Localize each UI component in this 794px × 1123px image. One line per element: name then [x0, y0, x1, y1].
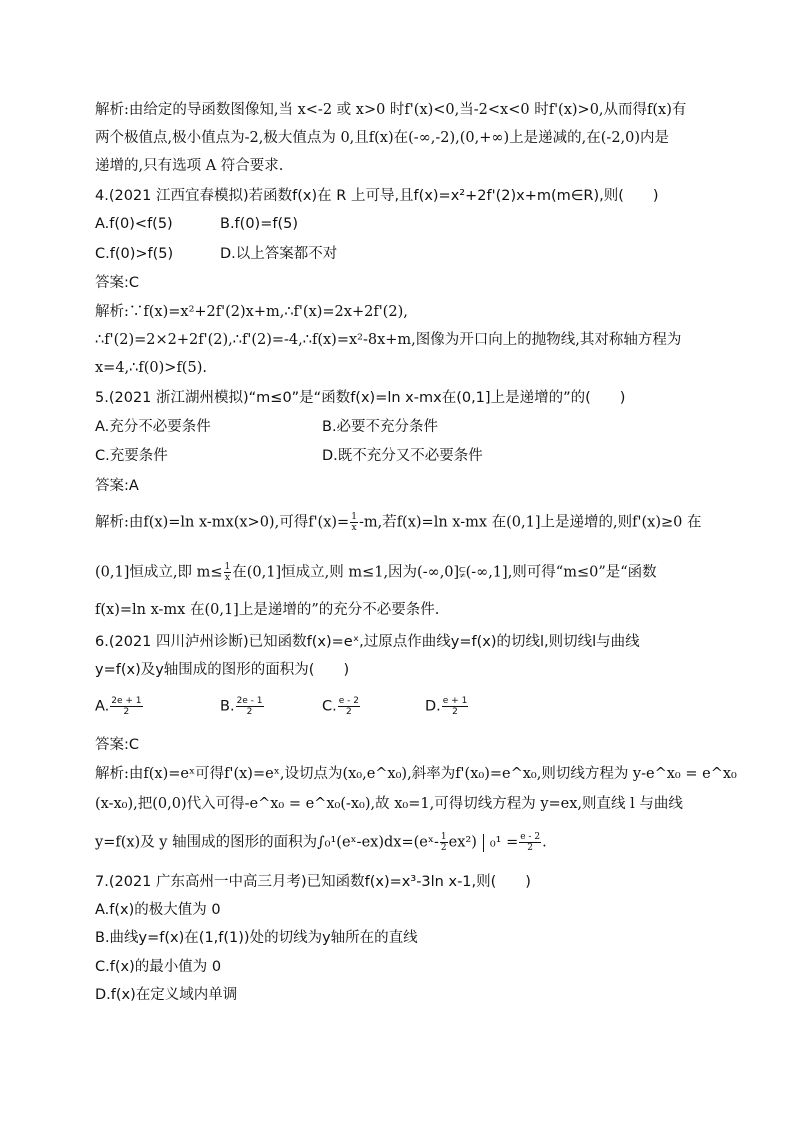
fraction-denominator: 2 [452, 707, 458, 717]
q6-option-b [220, 696, 265, 717]
fraction [338, 696, 360, 717]
q7-option-d: D.f(x)在定义域内单调 [95, 987, 238, 1003]
q5-option-c: C.充要条件 [95, 448, 168, 464]
q5-solution-text-2: -m,若f(x)=ln x-mx 在(0,1]上是递增的,则f'(x)≥0 在 [358, 514, 702, 531]
q5-solution-line-1 [95, 512, 705, 533]
q4-option-b: B.f(0)=f(5) [220, 216, 298, 232]
fraction-denominator: 2 [123, 707, 130, 717]
question-4: 4.(2021 江西宜春模拟)若函数f(x)在 R 上可导,且f(x)=x²+2f'(2)x+m(m∈R),则( ) [95, 188, 659, 204]
option-letter: C. [322, 698, 337, 715]
q3-solution-line-2: 两个极值点,极小值点为-2,极大值点为 0,且f(x)在(-∞,-2),(0,+∞)上是递减的,在(-2,0)内是 [95, 130, 670, 146]
q3-solution-line-3: 递增的,只有选项 A 符合要求. [95, 158, 284, 174]
fraction-denominator: x [224, 573, 230, 583]
q5-solution-line-3: f(x)=ln x-mx 在(0,1]上是递增的”的充分不必要条件. [95, 602, 440, 618]
q4-solution-line-3: x=4,∴f(0)>f(5). [95, 360, 207, 376]
option-letter: B. [220, 698, 235, 715]
q6-solution-text: y=f(x)及 y 轴围成的图形的面积为∫₀¹(eˣ-ex)dx=(eˣ- [95, 834, 439, 851]
q6-solution-text-3: ₀¹ = [489, 834, 519, 851]
question-6-line-1: 6.(2021 四川泸州诊断)已知函数f(x)=eˣ,过原点作曲线y=f(x)的切线l,则切线l与曲线 [95, 634, 640, 650]
q7-option-a: A.f(x)的极大值为 0 [95, 902, 221, 918]
fraction [236, 696, 264, 717]
fraction-denominator: 2 [440, 843, 447, 853]
evaluation-bar [483, 834, 484, 852]
fraction-denominator: 2 [345, 707, 352, 717]
fraction-numerator: 2e - 1 [236, 696, 263, 706]
q4-option-c: C.f(0)>f(5) [95, 246, 174, 262]
fraction-numerator: e + 1 [442, 696, 468, 706]
q6-solution-line-3 [95, 832, 705, 853]
fraction-denominator: 2 [246, 707, 253, 717]
q6-option-a [95, 696, 144, 717]
q5-solution-text: 解析:由f(x)=ln x-mx(x>0),可得f'(x)= [95, 514, 350, 531]
fraction-numerator: 1 [351, 512, 357, 522]
q5-option-a: A.充分不必要条件 [95, 419, 211, 435]
q6-solution-text-2: ex²) [448, 834, 477, 851]
fraction-numerator: 1 [224, 562, 231, 572]
question-5: 5.(2021 浙江湖州模拟)“m≤0”是“函数f(x)=ln x-mx在(0,1]上是递增的”的( ) [95, 390, 626, 406]
fraction [440, 832, 448, 853]
q4-solution-line-2: ∴f'(2)=2×2+2f'(2),∴f'(2)=-4,∴f(x)=x²-8x+m,图像为开口向上的抛物线,其对称轴方程为 [95, 332, 682, 348]
q5-answer: 答案:A [95, 478, 139, 494]
q6-option-c [322, 696, 361, 717]
q4-solution-line-1: 解析:∵f(x)=x²+2f'(2)x+m,∴f'(x)=2x+2f'(2), [95, 304, 408, 320]
option-letter: D. [425, 698, 441, 715]
question-6-line-2: y=f(x)及y轴围成的图形的面积为( ) [95, 662, 350, 678]
fraction [350, 512, 358, 533]
fraction [442, 696, 469, 717]
q4-option-a: A.f(0)<f(5) [95, 216, 173, 232]
q7-option-c: C.f(x)的最小值为 0 [95, 959, 222, 975]
fraction-numerator: 1 [440, 832, 447, 842]
fraction [110, 696, 142, 717]
q6-answer: 答案:C [95, 737, 140, 753]
option-letter: A. [95, 698, 110, 715]
q5-solution-text-4: 在(0,1]恒成立,则 m≤1,因为(-∞,0]⫋(-∞,1],则可得“m≤0”是“函数 [232, 564, 657, 581]
q5-solution-line-2 [95, 562, 705, 583]
q7-option-b: B.曲线y=f(x)在(1,f(1))处的切线为y轴所在的直线 [95, 930, 418, 946]
fraction [224, 562, 232, 583]
q5-solution-text-3: (0,1]恒成立,即 m≤ [95, 564, 223, 581]
period: . [542, 834, 547, 851]
fraction-denominator: 2 [527, 843, 534, 853]
fraction-numerator: 2e + 1 [111, 696, 142, 706]
q4-answer: 答案:C [95, 275, 140, 291]
fraction-numerator: e - 2 [338, 696, 359, 706]
fraction-denominator: x [351, 523, 357, 533]
q5-option-b: B.必要不充分条件 [322, 419, 439, 435]
q3-solution-line-1: 解析:由给定的导函数图像知,当 x<-2 或 x>0 时f'(x)<0,当-2<x<0 时f'(x)>0,从而得f(x)有 [95, 102, 687, 118]
q4-option-d: D.以上答案都不对 [220, 246, 338, 262]
q6-solution-line-1: 解析:由f(x)=eˣ可得f'(x)=eˣ,设切点为(x₀,e^x₀),斜率为f'(x₀)=e^x₀,则切线方程为 y-e^x₀ = e^x₀ [95, 766, 737, 782]
fraction-numerator: e - 2 [520, 832, 541, 842]
q5-option-d: D.既不充分又不必要条件 [322, 448, 483, 464]
q6-option-d [425, 696, 469, 717]
question-7: 7.(2021 广东高州一中高三月考)已知函数f(x)=x³-3ln x-1,则( ) [95, 874, 531, 890]
q6-solution-line-2: (x-x₀),把(0,0)代入可得-e^x₀ = e^x₀(-x₀),故 x₀=1,可得切线方程为 y=ex,则直线 l 与曲线 [95, 796, 683, 812]
fraction [519, 832, 541, 853]
